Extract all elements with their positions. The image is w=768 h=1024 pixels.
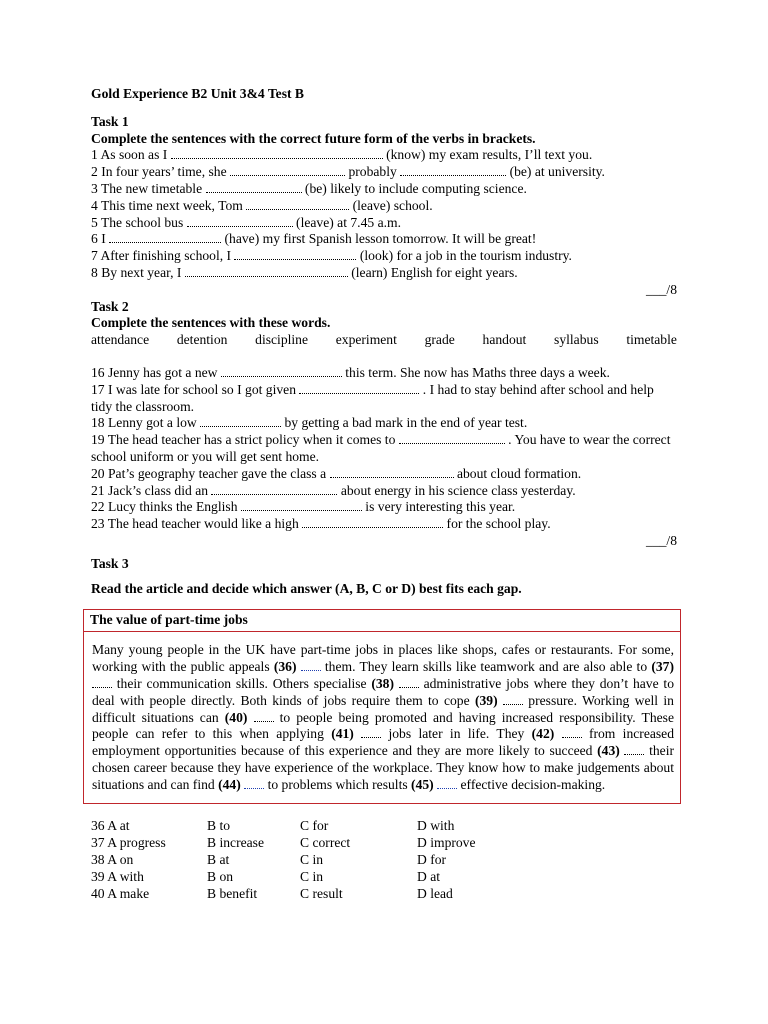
task1-item: 7 After finishing school, I (look) for a job in the tourism industry. (91, 248, 572, 264)
option-a[interactable]: 39 A with (91, 868, 144, 884)
gap-blank[interactable] (399, 676, 419, 688)
option-a[interactable]: 36 A at (91, 818, 130, 834)
gap-blank[interactable] (503, 693, 523, 705)
answer-blank[interactable] (206, 181, 302, 193)
option-b[interactable]: B to (207, 818, 231, 834)
gap-blank[interactable] (301, 659, 321, 671)
gap-number: (45) (411, 776, 434, 792)
option-a[interactable]: 40 A make (91, 885, 150, 901)
task1-score: ___/8 (646, 281, 677, 297)
task2-score: ___/8 (646, 532, 677, 548)
option-c[interactable]: C in (300, 852, 324, 868)
task1-item: 8 By next year, I (learn) English for eight years. (91, 264, 518, 280)
answer-blank[interactable] (185, 265, 348, 277)
page-title: Gold Experience B2 Unit 3&4 Test B (91, 86, 304, 101)
answer-blank[interactable] (330, 466, 454, 478)
task1-item: 3 The new timetable (be) likely to include computing science. (91, 180, 527, 196)
word-bank-item: timetable (626, 332, 677, 348)
task2-item: 22 Lucy thinks the English is very interesting this year. (91, 499, 516, 515)
answer-blank[interactable] (302, 516, 443, 528)
task1-item: 6 I (have) my first Spanish lesson tomorrow. It will be great! (91, 231, 537, 247)
gap-number: (39) (474, 692, 498, 708)
article-title: The value of part-time jobs (83, 609, 681, 631)
task2-item: 18 Lenny got a low by getting a bad mark in the end of year test. (91, 415, 528, 431)
option-row (91, 818, 677, 835)
word-bank-item: experiment (335, 332, 397, 348)
option-b[interactable]: B benefit (207, 885, 258, 901)
gap-blank[interactable] (92, 676, 112, 688)
answer-blank[interactable] (109, 231, 221, 243)
answer-blank[interactable] (230, 164, 345, 176)
answer-options (91, 818, 677, 902)
answer-blank[interactable] (299, 382, 419, 394)
task2-item: 23 The head teacher would like a high for the school play. (91, 516, 551, 532)
task1-item: 2 In four years’ time, she probably (be) at university. (91, 164, 605, 180)
test-sheet (91, 86, 677, 902)
option-row (91, 869, 677, 886)
gap-blank[interactable] (254, 710, 274, 722)
option-b[interactable]: B increase (207, 835, 264, 851)
option-row (91, 852, 677, 869)
task3-instruction: Read the article and decide which answer (A, B, C or D) best fits each gap. (91, 580, 522, 596)
gap-number: (36) (273, 659, 297, 675)
answer-blank[interactable] (234, 248, 356, 260)
answer-blank[interactable] (200, 415, 281, 427)
answer-blank[interactable] (211, 483, 337, 495)
option-b[interactable]: B at (207, 852, 230, 868)
gap-number: (41) (331, 726, 354, 742)
task2-item: 21 Jack’s class did an about energy in his science class yesterday. (91, 482, 576, 498)
article-box (83, 631, 681, 804)
option-a[interactable]: 38 A on (91, 852, 134, 868)
task1-heading: Task 1 (91, 113, 129, 129)
option-d[interactable]: D at (417, 868, 441, 884)
gap-blank[interactable] (437, 777, 457, 789)
word-bank-item: handout (482, 332, 527, 348)
task1-item: 5 The school bus (leave) at 7.45 a.m. (91, 214, 401, 230)
task2-item: 17 I was late for school so I got given . I had to stay behind after school and help tidy the classroom. (91, 381, 654, 414)
task2-item: 19 The head teacher has a strict policy when it comes to . You have to wear the correct school uniform or you will get sent home. (91, 432, 671, 464)
option-d[interactable]: D for (417, 852, 447, 868)
task2-item: 16 Jenny has got a new this term. She now has Maths three days a week. (91, 364, 610, 380)
option-a[interactable]: 37 A progress (91, 835, 166, 851)
word-bank-item: attendance (91, 332, 150, 348)
option-c[interactable]: C for (300, 818, 329, 834)
gap-number: (42) (531, 726, 555, 742)
option-d[interactable]: D lead (417, 885, 453, 901)
answer-blank[interactable] (187, 215, 293, 227)
answer-blank[interactable] (221, 365, 342, 377)
option-b[interactable]: B on (207, 868, 234, 884)
task3-heading: Task 3 (91, 555, 129, 571)
option-d[interactable]: D improve (417, 835, 476, 851)
option-c[interactable]: C in (300, 868, 324, 884)
task1-instruction: Complete the sentences with the correct future form of the verbs in brackets. (91, 130, 536, 146)
gap-number: (37) (651, 659, 674, 675)
gap-blank[interactable] (361, 726, 381, 738)
answer-blank[interactable] (241, 499, 362, 511)
word-bank (91, 332, 677, 349)
gap-number: (43) (597, 743, 620, 759)
option-row (91, 886, 677, 903)
task1-item: 4 This time next week, Tom (leave) school. (91, 197, 433, 213)
task2-heading: Task 2 (91, 298, 129, 314)
task2-item: 20 Pat’s geography teacher gave the class a about cloud formation. (91, 465, 582, 481)
gap-number: (38) (371, 675, 395, 691)
word-bank-item: grade (424, 332, 455, 348)
option-d[interactable]: D with (417, 818, 455, 834)
gap-blank[interactable] (562, 726, 582, 738)
answer-blank[interactable] (246, 198, 349, 210)
gap-blank[interactable] (624, 743, 644, 755)
answer-blank[interactable] (171, 147, 383, 159)
answer-blank[interactable] (400, 164, 506, 176)
option-c[interactable]: C result (300, 885, 343, 901)
gap-number: (44) (218, 776, 241, 792)
word-bank-item: detention (176, 332, 228, 348)
article-text: Many young people in the UK have part-time jobs in places like shops, cafes or restaurants. For some, working with the public appeals (36) them. They learn skills like teamwork and are also able to (37) their communication skills. Others specialise (38) administrative jobs where they don’t have to deal with people directly. Both kinds of jobs require them to cope (39) pressure. Working well in difficult situations can (40) to people being promoted and having increased responsibility. These people can refer to this when applying (41) jobs later in life. They (42) from increased employment opportunities because of this experience and they are more likely to succeed (43) their chosen career because they have experience of the workplace. They know how to make judgements about situations and can find (44) to problems which results (45) effective decision-making. (92, 642, 675, 792)
word-bank-item: syllabus (554, 332, 599, 348)
gap-blank[interactable] (244, 777, 264, 789)
gap-number: (40) (224, 709, 248, 725)
task2-instruction: Complete the sentences with these words. (91, 315, 331, 331)
word-bank-item: discipline (255, 332, 309, 348)
option-row (91, 835, 677, 852)
answer-blank[interactable] (399, 432, 505, 444)
task1-item: 1 As soon as I (know) my exam results, I’ll text you. (91, 147, 593, 163)
option-c[interactable]: C correct (300, 835, 351, 851)
